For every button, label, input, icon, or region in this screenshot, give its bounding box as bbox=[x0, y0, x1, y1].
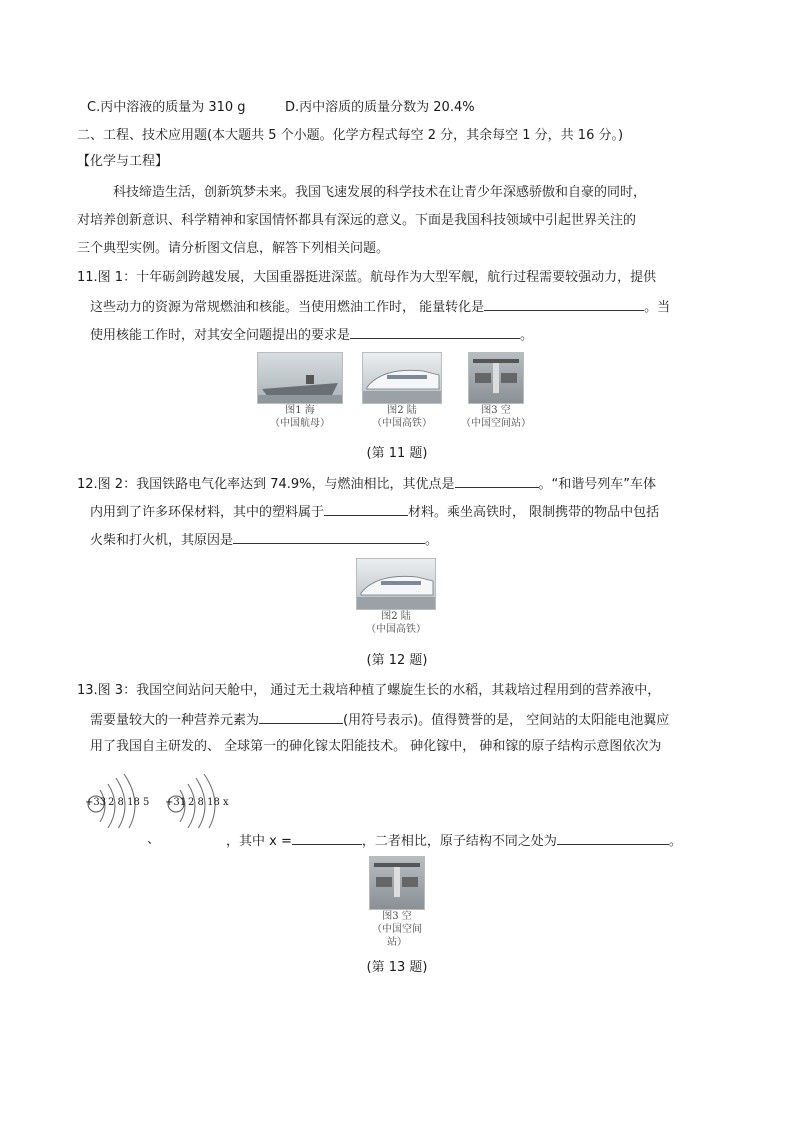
q12-caption: (第 12 题) bbox=[366, 653, 428, 668]
q13-caption: (第 13 题) bbox=[366, 960, 428, 975]
q12-line-1 bbox=[77, 473, 656, 495]
carrier-photo bbox=[257, 352, 343, 404]
as-shells: 2 8 18 5 bbox=[108, 797, 150, 808]
q12-text: 火柴和打火机，其原因是 bbox=[90, 533, 234, 548]
q12-line-3 bbox=[90, 529, 438, 551]
atom-diagrams bbox=[84, 768, 244, 828]
q13-text: (用符号表示)。值得赞誉的是， 空间站的太阳能电池翼应 bbox=[343, 713, 670, 728]
intro-line-2: 对培养创新意识、科学精神和家国情怀都具有深远的意义。下面是我国科技领域中引起世界关注的 bbox=[77, 213, 637, 228]
fig-label: 图2 陆 bbox=[387, 405, 417, 416]
fig-sub: （中国高铁） bbox=[366, 624, 426, 635]
q11-text: 这些动力的资源为常规燃油和核能。当使用燃油工作时， 能量转化是 bbox=[90, 300, 485, 315]
train-photo bbox=[362, 352, 442, 404]
q11-text: 使用核能工作时，对其安全问题提出的要求是 bbox=[90, 328, 351, 343]
q13-text: ，其中 x = bbox=[226, 834, 292, 849]
q12-line-2 bbox=[90, 501, 659, 523]
fig-label: 图2 陆 bbox=[381, 611, 411, 622]
station-photo bbox=[468, 352, 524, 404]
q13-text: ，二者相比，原子结构不同之处为 bbox=[361, 834, 557, 849]
q11-caption: (第 11 题) bbox=[366, 446, 428, 461]
q13-answer-blank-1[interactable] bbox=[259, 709, 343, 724]
fig-sub: （中国空间站） bbox=[372, 924, 422, 948]
figure-carrier bbox=[257, 352, 343, 430]
q11-text: 。 bbox=[520, 328, 534, 343]
fig-label: 图3 空 bbox=[481, 405, 511, 416]
carrier-ship-icon bbox=[258, 353, 342, 403]
q13-answer-blank-2[interactable] bbox=[557, 830, 669, 845]
q13-answer-blank-x[interactable] bbox=[292, 830, 362, 845]
q13-text: 需要量较大的一种营养元素为 bbox=[90, 713, 260, 728]
q11-answer-blank-2[interactable] bbox=[350, 324, 520, 339]
train-icon bbox=[363, 353, 441, 403]
intro-line-3: 三个典型实例。请分析图文信息，解答下列相关问题。 bbox=[77, 241, 390, 256]
fig-sub: （中国空间站） bbox=[461, 418, 531, 429]
q12-text: 内用到了许多环保材料，其中的塑料属于 bbox=[90, 505, 325, 520]
q11-line-2 bbox=[90, 296, 670, 318]
figure-train bbox=[362, 352, 442, 430]
q11-line-1: 11.图 1：十年砺剑跨越发展，大国重器挺进深蓝。航母作为大型军舰，航行过程需要较强动力，提供 bbox=[77, 270, 657, 285]
fig-label: 图3 空 bbox=[382, 911, 412, 922]
q12-answer-blank-2[interactable] bbox=[324, 501, 408, 516]
q11-answer-blank-1[interactable] bbox=[484, 296, 644, 311]
space-station-icon bbox=[370, 857, 424, 909]
ga-shells: 2 8 18 x bbox=[188, 797, 229, 808]
q12-answer-blank-1[interactable] bbox=[455, 473, 539, 488]
q12-text: 。“和谐号列车”车体 bbox=[538, 477, 656, 492]
q12-text: 材料。乘坐高铁时， 限制携带的物品中包括 bbox=[408, 505, 660, 520]
q12-answer-blank-3[interactable] bbox=[233, 529, 425, 544]
subsection-title: 【化学与工程】 bbox=[77, 154, 169, 169]
q13-line-4 bbox=[226, 830, 682, 852]
q13-text: 。 bbox=[668, 834, 682, 849]
q11-line-3 bbox=[90, 324, 533, 346]
figure-train bbox=[356, 558, 436, 636]
ga-nucleus: +31 bbox=[165, 797, 187, 808]
figure-station bbox=[368, 856, 426, 949]
train-photo bbox=[356, 558, 436, 610]
train-icon bbox=[357, 559, 435, 609]
section-title: 二、工程、技术应用题(本大题共 5 个小题。化学方程式每空 2 分，其余每空 1 分，共 16 分。) bbox=[77, 128, 624, 143]
q13-line-2 bbox=[90, 709, 669, 731]
q13-sep: 、 bbox=[147, 832, 161, 847]
q13-line-1: 13.图 3：我国空间站问天舱中， 通过无土栽培种植了螺旋生长的水稻，其栽培过程用到的营养液中， bbox=[77, 683, 661, 698]
q13-line-3: 用了我国自主研发的、 全球第一的砷化镓太阳能技术。 砷化镓中， 砷和镓的原子结构示意图依次为 bbox=[90, 739, 662, 754]
fig-label: 图1 海 bbox=[285, 405, 315, 416]
figure-station bbox=[457, 352, 535, 430]
q11-text: 。当 bbox=[644, 300, 671, 315]
option-d: D.丙中溶质的质量分数为 20.4% bbox=[285, 100, 475, 115]
intro-line-1: 科技缔造生活，创新筑梦未来。我国飞速发展的科学技术在让青少年深感骄傲和自豪的同时， bbox=[113, 185, 647, 200]
fig-sub: （中国高铁） bbox=[372, 418, 432, 429]
as-nucleus: +33 bbox=[85, 797, 107, 808]
station-photo bbox=[369, 856, 425, 910]
option-c: C.丙中溶液的质量为 310 g bbox=[87, 100, 246, 115]
space-station-icon bbox=[469, 353, 523, 403]
q12-text: 。 bbox=[425, 533, 439, 548]
q12-text: 12.图 2：我国铁路电气化率达到 74.9%，与燃油相比，其优点是 bbox=[77, 477, 455, 492]
fig-sub: （中国航母） bbox=[270, 418, 330, 429]
